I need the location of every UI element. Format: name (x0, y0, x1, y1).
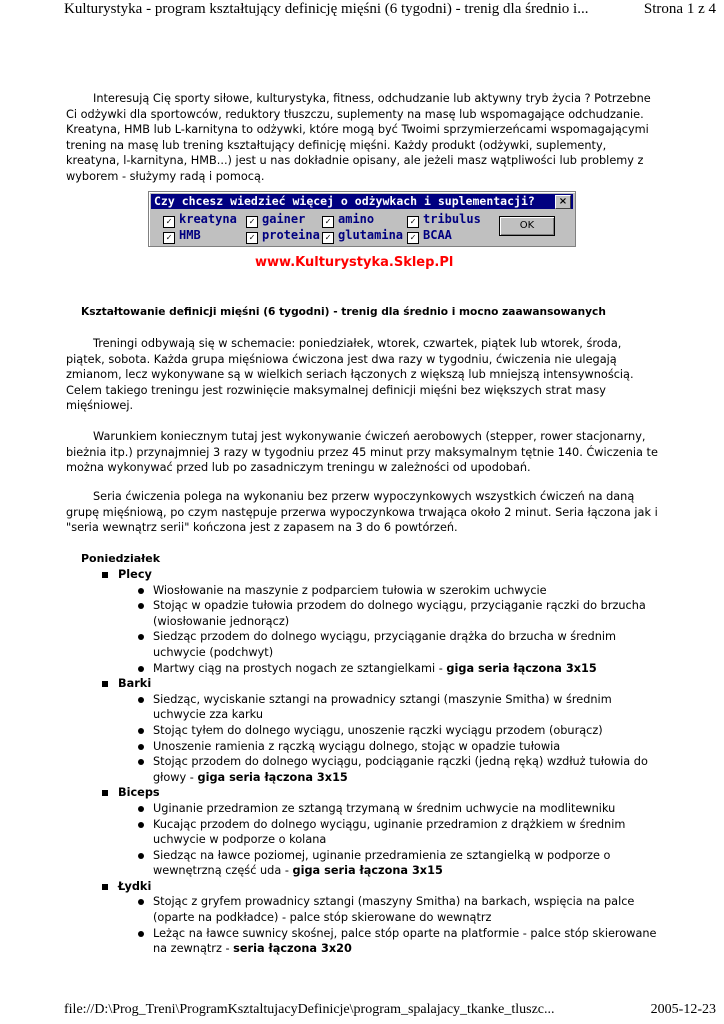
dialog-titlebar (151, 194, 573, 209)
check-icon: ✓ (163, 216, 175, 228)
group-name: Plecy (118, 568, 152, 581)
day-title: Poniedziałek (81, 552, 161, 565)
group-lydki (81, 879, 661, 957)
check-icon: ✓ (246, 216, 258, 228)
checkbox-tribulus[interactable]: ✓ tribulus (407, 212, 481, 227)
list-item: Unoszenie ramienia z rączką wyciągu dolnego, stojąc w opadzie tułowia (118, 739, 661, 755)
check-icon: ✓ (163, 232, 175, 244)
print-footer (64, 1002, 716, 1022)
check-icon: ✓ (407, 216, 419, 228)
checkbox-proteina[interactable]: ✓ proteina (246, 228, 320, 243)
header-title: Kulturystyka - program kształtujący definicję mięśni (6 tygodni) - trenig dla średnio i... (64, 1, 589, 17)
group-name: Barki (118, 677, 152, 691)
list-item: Stojąc w opadzie tułowia przodem do dolnego wyciągu, przyciąganie rączki do brzucha (wiosłowanie jednorącz) (118, 598, 661, 629)
group-barki (81, 676, 661, 785)
list-item: Siedząc, wyciskanie sztangi na prowadnicy sztangi (maszynie Smitha) w średnim uchwycie zza karku (118, 692, 661, 723)
group-name: Łydki (118, 879, 152, 893)
intro-paragraph: Interesują Cię sporty siłowe, kulturystyka, fitness, odchudzanie lub aktywny tryb życia ? Potrzebne Ci odżywki dla sportowców, reduktory tłuszczu, suplementy na masę lub wspomagające odchudzanie. Kreatyna, HMB lub L-karnityna to odżywki, które mogą być Twoimi sprzymierzeńcami wspomagającymi trening na masę lub trening kształtujący definicję mięśni. Każdy produkt (odżywki, suplementy, kreatyna, l-karnityna, HMB...) jest u nas dokładnie opisany, ale jeżeli masz wątpliwości lub problemy z wyborem - służymy radą i pomocą. (66, 92, 651, 183)
supplement-dialog (148, 191, 576, 247)
list-item: Stojąc przodem do dolnego wyciągu, podciąganie rączki (jedną ręką) wzdłuż tułowia do głowy - giga seria łączona 3x15 (118, 754, 661, 785)
list-item: Martwy ciąg na prostych nogach ze sztangielkami - giga seria łączona 3x15 (118, 661, 661, 677)
list-item: Siedząc na ławce poziomej, uginanie przedramienia ze sztangielką w podporze o wewnętrzną część uda - giga seria łączona 3x15 (118, 848, 661, 879)
series-note: giga seria łączona 3x15 (292, 864, 443, 878)
check-icon: ✓ (246, 232, 258, 244)
list-item: Siedząc przodem do dolnego wyciągu, przyciąganie drążka do brzucha w średnim uchwycie (podchwyt) (118, 629, 661, 660)
paragraph-aerobic: Warunkiem koniecznym tutaj jest wykonywanie ćwiczeń aerobowych (stepper, rower stacjonarny, bieżnia itp.) przynajmniej 3 razy w tygodniu przez 45 minut przy maksymalnym tętnie 140. Ćwiczenia te można wykonywać przed lub po zasadniczym treningu w zależności od upodobań. (66, 430, 658, 475)
group-name: Biceps (118, 786, 160, 800)
checkbox-glutamina[interactable]: ✓ glutamina (322, 228, 403, 243)
list-item: Kucając przodem do dolnego wyciągu, uginanie przedramion z drążkiem w średnim uchwycie w podporze o kolana (118, 817, 661, 848)
dialog-title: Czy chcesz wiedzieć więcej o odżywkach i suplementacji? (154, 194, 535, 208)
checkbox-bcaa[interactable]: ✓ BCAA (407, 228, 452, 243)
checkbox-amino[interactable]: ✓ amino (322, 212, 374, 227)
list-item: Wiosłowanie na maszynie z podparciem tułowia w szerokim uchwycie (118, 583, 661, 599)
file-path: file://D:\Prog_Treni\ProgramKsztaltujacyDefinicje\program_spalajacy_tkanke_tluszc... (64, 1002, 555, 1017)
list-item: Stojąc z gryfem prowadnicy sztangi (maszyny Smitha) na barkach, wspięcia na palce (oparte na podkładce) - palce stóp skierowane do wewnątrz (118, 894, 661, 925)
list-item: Stojąc tyłem do dolnego wyciągu, unoszenie rączki wyciągu przodem (oburącz) (118, 723, 661, 739)
list-item: Leżąc na ławce suwnicy skośnej, palce stóp oparte na platformie - palce stóp skierowane na zewnątrz - seria łączona 3x20 (118, 926, 661, 957)
paragraph-schedule: Treningi odbywają się w schemacie: poniedziałek, wtorek, czwartek, piątek lub wtorek, środa, piątek, sobota. Każda grupa mięśniowa ćwiczona jest dwa razy w tygodniu, ćwiczenia nie ulegają zmianom, lecz wykonywane są w wielkich seriach łączonych z większą lub mniejszą intensywnością. Celem takiego treningu jest rozwinięcie maksymalnej definicji mięśni bez większych strat masy mięśniowej. (66, 337, 634, 413)
article-title: Kształtowanie definicji mięśni (6 tygodni) - trenig dla średnio i mocno zaawansowanych (81, 306, 606, 318)
checkbox-hmb[interactable]: ✓ HMB (163, 228, 201, 243)
shop-link[interactable]: www.Kulturystyka.Sklep.Pl (255, 255, 454, 270)
checkbox-gainer[interactable]: ✓ gainer (246, 212, 305, 227)
series-note: giga seria łączona 3x15 (446, 661, 597, 675)
series-note: giga seria łączona 3x15 (197, 770, 348, 784)
check-icon: ✓ (322, 232, 334, 244)
page-number: Strona 1 z 4 (643, 1, 716, 17)
print-header (64, 0, 716, 24)
print-date: 2005-12-23 (650, 1002, 716, 1017)
close-button[interactable]: × (555, 195, 571, 209)
exercise-groups (81, 567, 661, 957)
check-icon: ✓ (407, 232, 419, 244)
group-plecy (81, 567, 661, 676)
checkbox-kreatyna[interactable]: ✓ kreatyna (163, 212, 237, 227)
group-biceps (81, 785, 661, 879)
ok-button[interactable]: OK (499, 216, 555, 236)
series-note: seria łączona 3x20 (233, 942, 352, 956)
list-item: Uginanie przedramion ze sztangą trzymaną w średnim uchwycie na modlitewniku (118, 801, 661, 817)
check-icon: ✓ (322, 216, 334, 228)
paragraph-series: Seria ćwiczenia polega na wykonaniu bez przerw wypoczynkowych wszystkich ćwiczeń na daną grupę mięśniową, po czym następuje przerwa wypoczynkowa trwająca około 2 minut. Seria łączona jak i "seria wewnątrz serii" kończona jest z zapasem na 3 do 6 powtórzeń. (66, 490, 658, 535)
